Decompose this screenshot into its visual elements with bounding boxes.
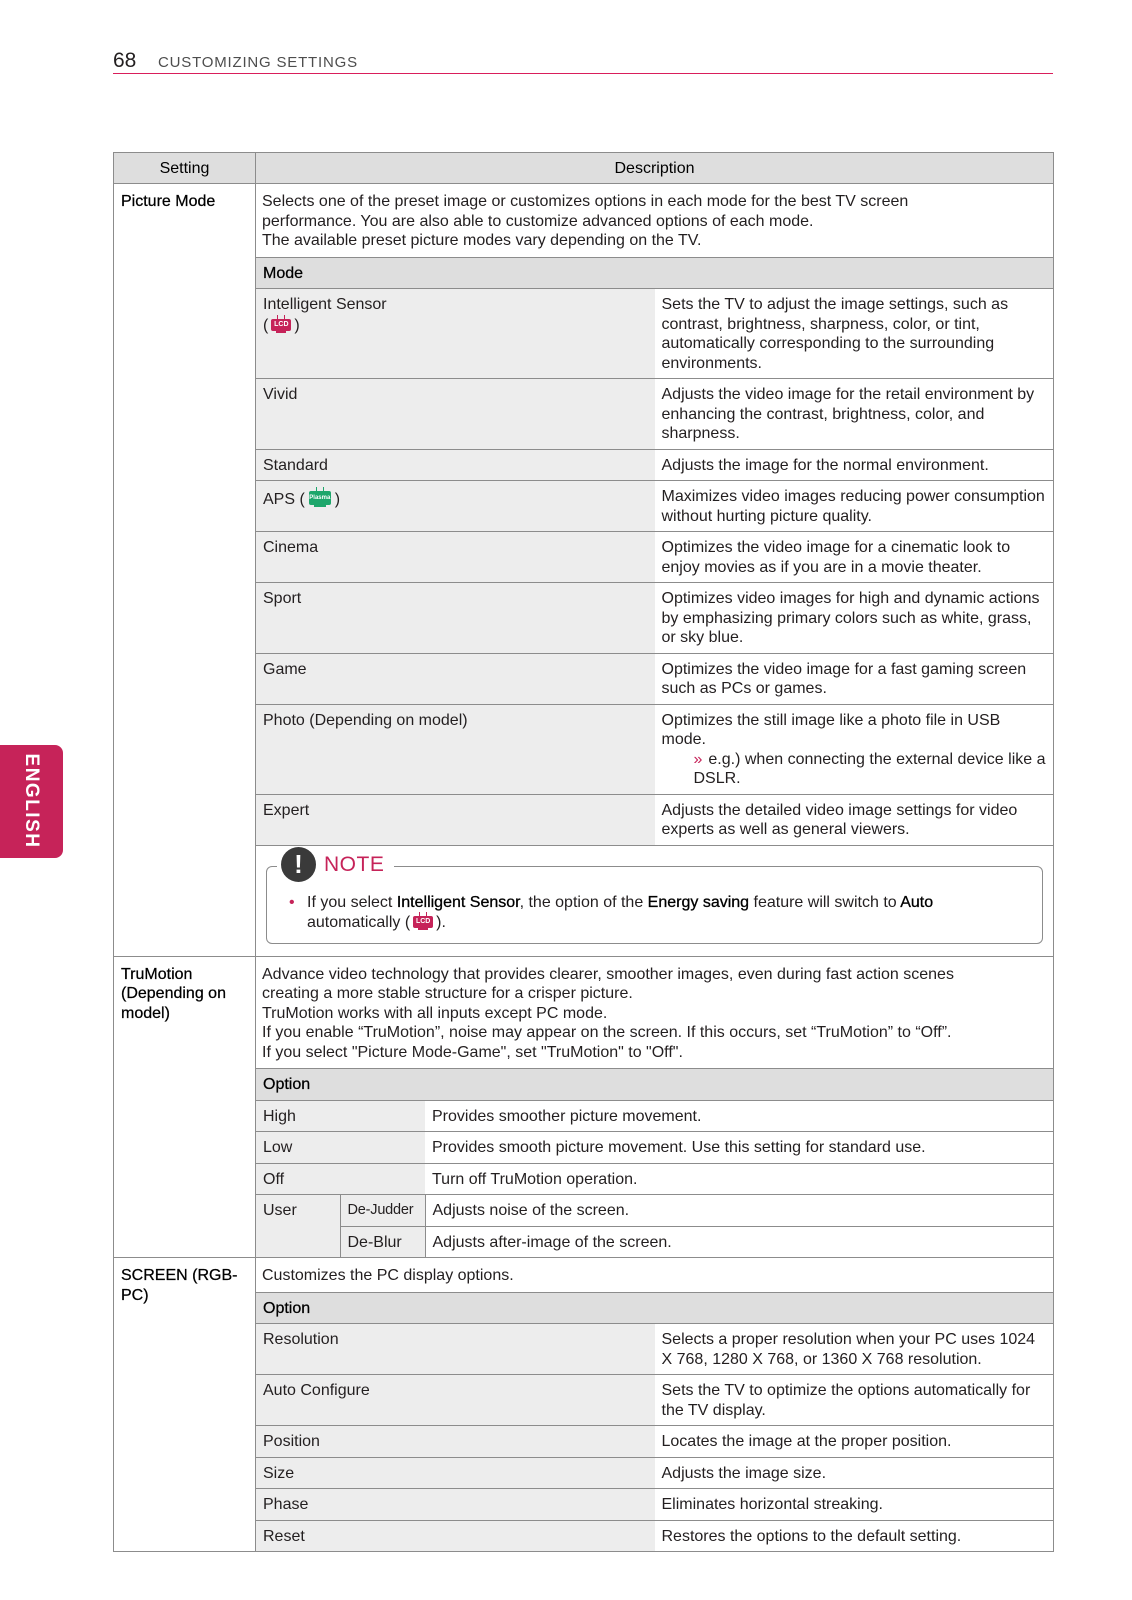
option-desc: Adjusts the image size.: [655, 1457, 1054, 1489]
option-desc: Eliminates horizontal streaking.: [655, 1489, 1054, 1521]
option-desc: Sets the TV to optimize the options automatically for the TV display.: [655, 1375, 1054, 1426]
mode-name: [256, 481, 655, 532]
mode-desc: [655, 704, 1054, 794]
option-row-user-dejudder: [256, 1195, 1053, 1227]
option-name: Low: [256, 1132, 425, 1164]
mode-row-game: [256, 653, 1053, 704]
option-desc: Restores the options to the default setting.: [655, 1520, 1054, 1551]
option-name: Phase: [256, 1489, 655, 1521]
mode-name: Sport: [256, 583, 655, 654]
mode-row-aps: [256, 481, 1053, 532]
emphasis-text: Intelligent Sensor: [396, 893, 520, 911]
example-text: e.g.) when connecting the external device like a DSLR.: [693, 750, 1046, 787]
language-tab-label: ENGLISH: [21, 753, 42, 849]
desc-line: The available preset picture modes vary depending on the TV.: [262, 232, 702, 249]
column-header-description: Description: [256, 153, 1054, 184]
mode-row-vivid: [256, 379, 1053, 450]
desc-line: performance. You are also able to customize advanced options of each mode.: [262, 212, 814, 230]
note-heading: [277, 847, 394, 883]
desc-line: creating a more stable structure for a crisper picture.: [262, 985, 633, 1002]
note-box: [266, 849, 1043, 944]
mode-desc: Optimizes video images for high and dynamic actions by emphasizing primary colors such as white, grass, or sky blue.: [655, 583, 1054, 654]
mode-name: Standard: [256, 449, 655, 481]
chevron-bullet-icon: »: [693, 750, 703, 768]
lcd-icon: LCD: [413, 912, 433, 930]
option-name: Resolution: [256, 1324, 655, 1375]
option-row-high: [256, 1100, 1053, 1132]
mode-name: Photo (Depending on model): [256, 704, 655, 794]
option-desc: Adjusts after-image of the screen.: [425, 1226, 1053, 1257]
trumotion-description: [256, 956, 1054, 1069]
screen-subtable: [256, 1293, 1053, 1552]
option-desc: Provides smoother picture movement.: [425, 1100, 1053, 1132]
table-header-row: [114, 153, 1054, 184]
mode-desc: Optimizes the video image for a fast gaming screen such as PCs or games.: [655, 653, 1054, 704]
lcd-icon: LCD: [271, 315, 291, 333]
bullet-icon: •: [289, 893, 295, 911]
option-name: Size: [256, 1457, 655, 1489]
picture-mode-options: [256, 257, 1054, 845]
setting-name-picture-mode: Picture Mode: [114, 184, 256, 957]
mode-row-cinema: [256, 532, 1053, 583]
page-header: [113, 50, 1053, 74]
option-name-user: User: [256, 1195, 340, 1258]
mode-header: Mode: [256, 258, 1053, 289]
trumotion-options: [256, 1069, 1054, 1258]
mode-name: Expert: [256, 794, 655, 845]
option-name: Position: [256, 1426, 655, 1458]
mode-desc: Maximizes video images reducing power consumption without hurting picture quality.: [655, 481, 1054, 532]
option-row-user-deblur: [256, 1226, 1053, 1257]
mode-row-sport: [256, 583, 1053, 654]
mode-name-label: APS (: [263, 491, 305, 508]
option-name: Reset: [256, 1520, 655, 1551]
option-name: High: [256, 1100, 425, 1132]
note-cell: [256, 845, 1054, 956]
page-number: 68: [113, 49, 137, 72]
mode-desc: Adjusts the image for the normal environment.: [655, 449, 1054, 481]
option-row-size: [256, 1457, 1053, 1489]
note-wrap: [256, 846, 1053, 956]
desc-line: TruMotion works with all inputs except PC mode.: [262, 1004, 608, 1022]
mode-desc: Adjusts the video image for the retail environment by enhancing the contrast, brightness, color, and sharpness.: [655, 379, 1054, 450]
mode-desc: Optimizes the video image for a cinematic look to enjoy movies as if you are in a movie theater.: [655, 532, 1054, 583]
mode-name: Cinema: [256, 532, 655, 583]
note-label: NOTE: [324, 852, 385, 876]
language-tab: [0, 745, 63, 858]
mode-row-expert: [256, 794, 1053, 845]
exclamation-icon: !: [281, 847, 316, 882]
mode-row-standard: [256, 449, 1053, 481]
screen-description: Customizes the PC display options.: [256, 1258, 1054, 1293]
option-desc: Adjusts noise of the screen.: [425, 1195, 1053, 1227]
picture-mode-description: [256, 184, 1054, 258]
note-item: • If you select Intelligent Sensor, the option of the Energy saving feature will switch to Auto automatically ( LCD ).: [289, 893, 934, 931]
mode-desc-example: [662, 750, 1048, 789]
settings-table: [113, 152, 1054, 1552]
option-row-reset: [256, 1520, 1053, 1551]
option-row-resolution: [256, 1324, 1053, 1375]
mode-name: Vivid: [256, 379, 655, 450]
paren-close: ): [294, 316, 300, 334]
option-row-low: [256, 1132, 1053, 1164]
mode-name-label: Intelligent Sensor: [263, 296, 387, 313]
setting-row-screen: [114, 1258, 1054, 1293]
emphasis-text: Auto: [900, 893, 934, 911]
section-title: CUSTOMIZING SETTINGS: [158, 54, 358, 71]
setting-name-screen: SCREEN (RGB-PC): [114, 1258, 256, 1552]
option-desc: Selects a proper resolution when your PC uses 1024 X 768, 1280 X 768, or 1360 X 768 resolution.: [655, 1324, 1054, 1375]
option-row-off: [256, 1163, 1053, 1195]
mode-name: Game: [256, 653, 655, 704]
desc-line: Advance video technology that provides clearer, smoother images, even during fast action scenes: [262, 965, 954, 983]
mode-row-intelligent-sensor: [256, 289, 1053, 379]
mode-desc: Sets the TV to adjust the image settings, such as contrast, brightness, sharpness, color, or tint, automatically corresponding to the surrounding environments.: [655, 289, 1054, 379]
mode-desc-main: Optimizes the still image like a photo file in USB mode.: [661, 711, 1001, 748]
desc-line: Selects one of the preset image or customizes options in each mode for the best TV screen: [262, 193, 909, 210]
mode-subtable: [256, 258, 1053, 845]
trumotion-subtable: [256, 1069, 1053, 1257]
user-sub-option: De-Judder: [340, 1195, 425, 1227]
setting-row-trumotion: [114, 956, 1054, 1069]
option-row-phase: [256, 1489, 1053, 1521]
plasma-icon: Plasma: [308, 487, 332, 509]
mode-desc: Adjusts the detailed video image settings for video experts as well as general viewers.: [655, 794, 1054, 845]
desc-line: If you enable “TruMotion”, noise may appear on the screen. If this occurs, set “TruMotion” to “Off”.: [262, 1024, 952, 1041]
option-header: Option: [256, 1069, 1053, 1100]
mode-name-icon-line: [263, 315, 649, 336]
option-row-position: [256, 1426, 1053, 1458]
option-desc: Turn off TruMotion operation.: [425, 1163, 1053, 1195]
screen-options: [256, 1292, 1054, 1552]
mode-row-photo: [256, 704, 1053, 794]
desc-line: If you select "Picture Mode-Game", set "TruMotion" to "Off".: [262, 1043, 683, 1061]
setting-row-picture-mode: [114, 184, 1054, 258]
option-name: Off: [256, 1163, 425, 1195]
mode-name: [256, 289, 655, 379]
option-name: Auto Configure: [256, 1375, 655, 1426]
option-row-auto-configure: [256, 1375, 1053, 1426]
emphasis-text: Energy saving: [647, 893, 750, 911]
user-sub-option: De-Blur: [340, 1226, 425, 1257]
paren-close: ): [334, 491, 341, 508]
option-desc: Provides smooth picture movement. Use this setting for standard use.: [425, 1132, 1053, 1164]
setting-name-trumotion: TruMotion (Depending on model): [114, 956, 256, 1258]
option-desc: Locates the image at the proper position.: [655, 1426, 1054, 1458]
option-header: Option: [256, 1293, 1053, 1324]
column-header-setting: Setting: [114, 153, 256, 184]
paren-open: (: [263, 316, 269, 334]
